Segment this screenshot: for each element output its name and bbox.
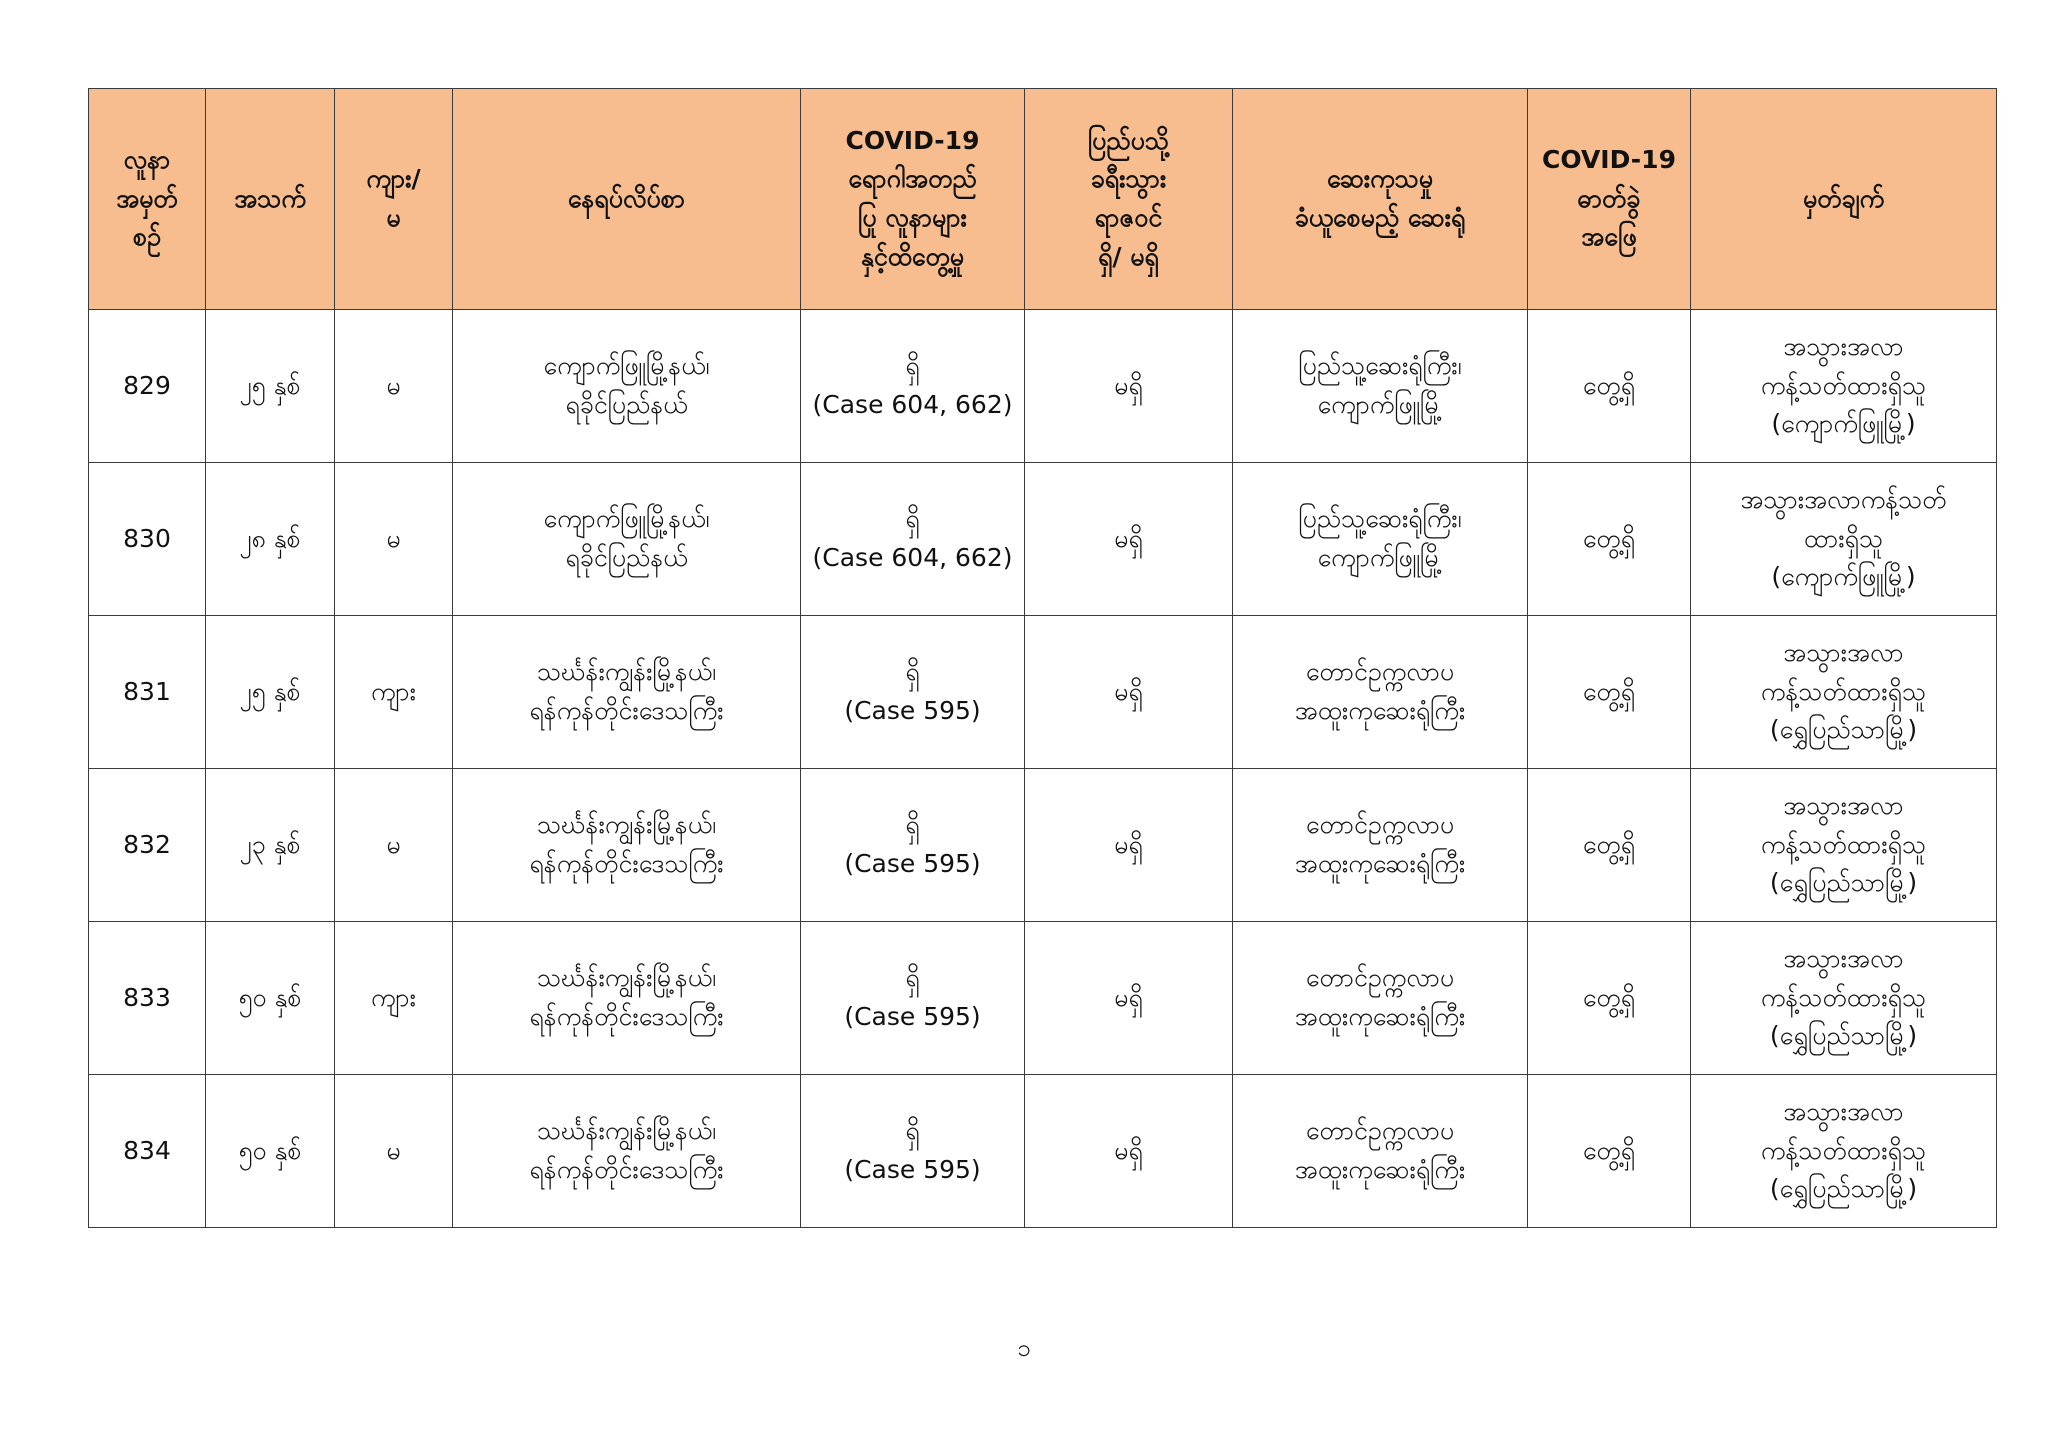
- header-line: နှင့်ထိတွေ့မှု: [860, 241, 965, 271]
- cell-travel-history: မရှိ: [1025, 769, 1233, 922]
- table-row: [89, 310, 1997, 463]
- cell-travel-history: မရှိ: [1025, 463, 1233, 616]
- cell-sex: ကျား: [335, 922, 453, 1075]
- cell-age: ၂၃ နှစ်: [206, 769, 335, 922]
- cell-lab-result: တွေ့ရှိ: [1528, 463, 1691, 616]
- header-sex: [335, 89, 453, 310]
- cell-remark-line: ကန့်သတ်ထားရှိသူ: [1760, 676, 1927, 706]
- header-travel-history: [1025, 89, 1233, 310]
- cell-remark-line: (ကျောက်ဖြူမြို့): [1771, 409, 1916, 439]
- cell-remark-line: (ရွှေပြည်သာမြို့): [1769, 868, 1918, 898]
- cell-contact: [801, 463, 1025, 616]
- cell-lab-result: တွေ့ရှိ: [1528, 769, 1691, 922]
- cell-remark-line: အသွားအလာ: [1783, 790, 1904, 820]
- cell-hospital: [1233, 922, 1528, 1075]
- cell-remark-line: ကန့်သတ်ထားရှိသူ: [1760, 370, 1927, 400]
- header-contact: [801, 89, 1025, 310]
- table-header: [89, 89, 1997, 310]
- header-lab-result: [1528, 89, 1691, 310]
- cell-age: ၅၀ နှစ်: [206, 922, 335, 1075]
- cell-address-line: ရန်ကုန်တိုင်းဒေသကြီး: [529, 849, 724, 878]
- table-row: [89, 616, 1997, 769]
- cell-remark: [1691, 769, 1997, 922]
- header-line: ရှိ/ မရှိ: [1098, 241, 1159, 271]
- cell-hospital-line: အထူးကုဆေးရုံကြီး: [1294, 1002, 1466, 1031]
- cell-sex: မ: [335, 310, 453, 463]
- cell-lab-result: တွေ့ရှိ: [1528, 310, 1691, 463]
- cell-address: [453, 310, 801, 463]
- cell-remark-line: ကန့်သတ်ထားရှိသူ: [1760, 829, 1927, 859]
- cell-remark: [1691, 922, 1997, 1075]
- cell-travel-history: မရှိ: [1025, 310, 1233, 463]
- cell-address-line: သင်္ဃန်းကျွန်းမြို့နယ်၊: [536, 657, 717, 687]
- cell-contact-line: (Case 595): [844, 696, 981, 725]
- table-body: [89, 310, 1997, 1228]
- cell-remark: [1691, 1075, 1997, 1228]
- cell-remark-line: အသွားအလာ: [1783, 637, 1904, 667]
- header-line: စဉ်: [133, 222, 161, 252]
- header-age: [206, 89, 335, 310]
- cell-address: [453, 922, 801, 1075]
- cell-contact-line: ရှိ: [905, 504, 920, 534]
- cell-hospital-line: ကျောက်ဖြူမြို့: [1317, 390, 1443, 419]
- cell-contact-line: (Case 595): [844, 849, 981, 878]
- cell-address: [453, 769, 801, 922]
- table-row: [89, 463, 1997, 616]
- header-line: ဆေးကုသမှု: [1326, 164, 1434, 194]
- cell-contact: [801, 1075, 1025, 1228]
- cell-contact-line: (Case 604, 662): [812, 543, 1013, 572]
- cell-remark-line: အသွားအလာ: [1783, 1096, 1904, 1126]
- header-line: ပြု လူနာများ: [858, 203, 967, 232]
- cell-remark-line: (ရွှေပြည်သာမြို့): [1769, 1021, 1918, 1051]
- cell-hospital: [1233, 463, 1528, 616]
- case-table: [88, 88, 1997, 1228]
- header-serial-no: [89, 89, 206, 310]
- cell-remark: [1691, 616, 1997, 769]
- cell-hospital-line: အထူးကုဆေးရုံကြီး: [1294, 696, 1466, 725]
- cell-hospital-line: ပြည်သူ့ဆေးရုံကြီး၊: [1298, 504, 1462, 534]
- header-line: အသက်: [234, 183, 306, 213]
- cell-serial-no: 832: [89, 769, 206, 922]
- header-line: COVID-19: [845, 125, 980, 155]
- table-row: [89, 922, 1997, 1075]
- cell-remark-line: (ကျောက်ဖြူမြို့): [1771, 562, 1916, 592]
- cell-contact-line: ရှိ: [905, 657, 920, 687]
- cell-hospital-line: အထူးကုဆေးရုံကြီး: [1294, 849, 1466, 878]
- cell-serial-no: 829: [89, 310, 206, 463]
- header-remark: [1691, 89, 1997, 310]
- cell-hospital-line: တောင်ဥက္ကလာပ: [1305, 657, 1455, 687]
- cell-contact-line: ရှိ: [905, 810, 920, 840]
- cell-serial-no: 834: [89, 1075, 206, 1228]
- cell-address-line: သင်္ဃန်းကျွန်းမြို့နယ်၊: [536, 963, 717, 993]
- header-line: ကျား/: [366, 164, 421, 194]
- cell-serial-no: 831: [89, 616, 206, 769]
- cell-hospital-line: ပြည်သူ့ဆေးရုံကြီး၊: [1298, 351, 1462, 381]
- cell-age: ၅၀ နှစ်: [206, 1075, 335, 1228]
- cell-address-line: သင်္ဃန်းကျွန်းမြို့နယ်၊: [536, 810, 717, 840]
- header-line: ပြည်ပသို့: [1087, 125, 1170, 155]
- cell-remark-line: အသွားအလာကန့်သတ်: [1740, 484, 1947, 514]
- cell-serial-no: 833: [89, 922, 206, 1075]
- cell-address-line: ရခိုင်ပြည်နယ်: [565, 543, 688, 572]
- header-line: ဓာတ်ခွဲ: [1577, 183, 1641, 213]
- header-line: နေရပ်လိပ်စာ: [567, 183, 686, 213]
- cell-hospital-line: အထူးကုဆေးရုံကြီး: [1294, 1155, 1466, 1184]
- cell-contact: [801, 616, 1025, 769]
- cell-contact: [801, 922, 1025, 1075]
- cell-hospital: [1233, 769, 1528, 922]
- header-line: အမှတ်: [116, 183, 178, 213]
- cell-age: ၂၅ နှစ်: [206, 616, 335, 769]
- header-line: COVID-19: [1542, 144, 1676, 174]
- cell-address: [453, 616, 801, 769]
- cell-address: [453, 1075, 801, 1228]
- header-address: [453, 89, 801, 310]
- cell-address-line: ရန်ကုန်တိုင်းဒေသကြီး: [529, 696, 724, 725]
- cell-address-line: သင်္ဃန်းကျွန်းမြို့နယ်၊: [536, 1116, 717, 1146]
- cell-contact-line: (Case 595): [844, 1002, 981, 1031]
- cell-remark-line: အသွားအလာ: [1783, 943, 1904, 973]
- cell-address-line: ရန်ကုန်တိုင်းဒေသကြီး: [529, 1155, 724, 1184]
- cell-remark-line: (ရွှေပြည်သာမြို့): [1769, 1174, 1918, 1204]
- cell-address-line: ကျောက်ဖြူမြို့နယ်၊: [543, 351, 710, 381]
- cell-contact: [801, 310, 1025, 463]
- cell-remark-line: (ရွှေပြည်သာမြို့): [1769, 715, 1918, 745]
- header-line: မှတ်ချက်: [1802, 183, 1885, 213]
- cell-hospital: [1233, 310, 1528, 463]
- header-line: မ: [386, 203, 401, 232]
- cell-age: ၂၅ နှစ်: [206, 310, 335, 463]
- cell-contact-line: ရှိ: [905, 1116, 920, 1146]
- cell-sex: မ: [335, 769, 453, 922]
- cell-contact-line: (Case 595): [844, 1155, 981, 1184]
- cell-travel-history: မရှိ: [1025, 1075, 1233, 1228]
- cell-hospital-line: တောင်ဥက္ကလာပ: [1305, 810, 1455, 840]
- cell-remark-line: ကန့်သတ်ထားရှိသူ: [1760, 982, 1927, 1012]
- cell-remark-line: အသွားအလာ: [1783, 331, 1904, 361]
- cell-address-line: ရန်ကုန်တိုင်းဒေသကြီး: [529, 1002, 724, 1031]
- cell-lab-result: တွေ့ရှိ: [1528, 616, 1691, 769]
- cell-travel-history: မရှိ: [1025, 922, 1233, 1075]
- cell-remark: [1691, 463, 1997, 616]
- cell-sex: မ: [335, 1075, 453, 1228]
- header-line: လူနာ: [123, 144, 171, 174]
- cell-travel-history: မရှိ: [1025, 616, 1233, 769]
- cell-hospital-line: တောင်ဥက္ကလာပ: [1305, 963, 1455, 993]
- header-line: ရောဂါအတည်: [848, 164, 977, 194]
- header-hospital: [1233, 89, 1528, 310]
- cell-address-line: ကျောက်ဖြူမြို့နယ်၊: [543, 504, 710, 534]
- cell-contact-line: ရှိ: [905, 351, 920, 381]
- cell-remark-line: ကန့်သတ်ထားရှိသူ: [1760, 1135, 1927, 1165]
- cell-remark: [1691, 310, 1997, 463]
- cell-contact: [801, 769, 1025, 922]
- cell-hospital: [1233, 1075, 1528, 1228]
- cell-sex: မ: [335, 463, 453, 616]
- table-row: [89, 1075, 1997, 1228]
- header-line: ရာဇဝင်: [1094, 203, 1163, 232]
- cell-address: [453, 463, 801, 616]
- header-line: အဖြေ: [1581, 222, 1637, 252]
- cell-address-line: ရခိုင်ပြည်နယ်: [565, 390, 688, 419]
- cell-hospital-line: ကျောက်ဖြူမြို့: [1317, 543, 1443, 572]
- table-row: [89, 769, 1997, 922]
- cell-lab-result: တွေ့ရှိ: [1528, 1075, 1691, 1228]
- cell-lab-result: တွေ့ရှိ: [1528, 922, 1691, 1075]
- cell-sex: ကျား: [335, 616, 453, 769]
- header-line: ခရီးသွား: [1090, 164, 1167, 194]
- cell-age: ၂၈ နှစ်: [206, 463, 335, 616]
- cell-serial-no: 830: [89, 463, 206, 616]
- cell-contact-line: ရှိ: [905, 963, 920, 993]
- cell-hospital-line: တောင်ဥက္ကလာပ: [1305, 1116, 1455, 1146]
- cell-remark-line: ထားရှိသူ: [1803, 523, 1884, 553]
- cell-contact-line: (Case 604, 662): [812, 390, 1013, 419]
- header-row: [89, 89, 1997, 310]
- header-line: ခံယူစေမည့် ဆေးရုံ: [1294, 203, 1466, 232]
- page-number: ၁: [1017, 1334, 1031, 1362]
- cell-hospital: [1233, 616, 1528, 769]
